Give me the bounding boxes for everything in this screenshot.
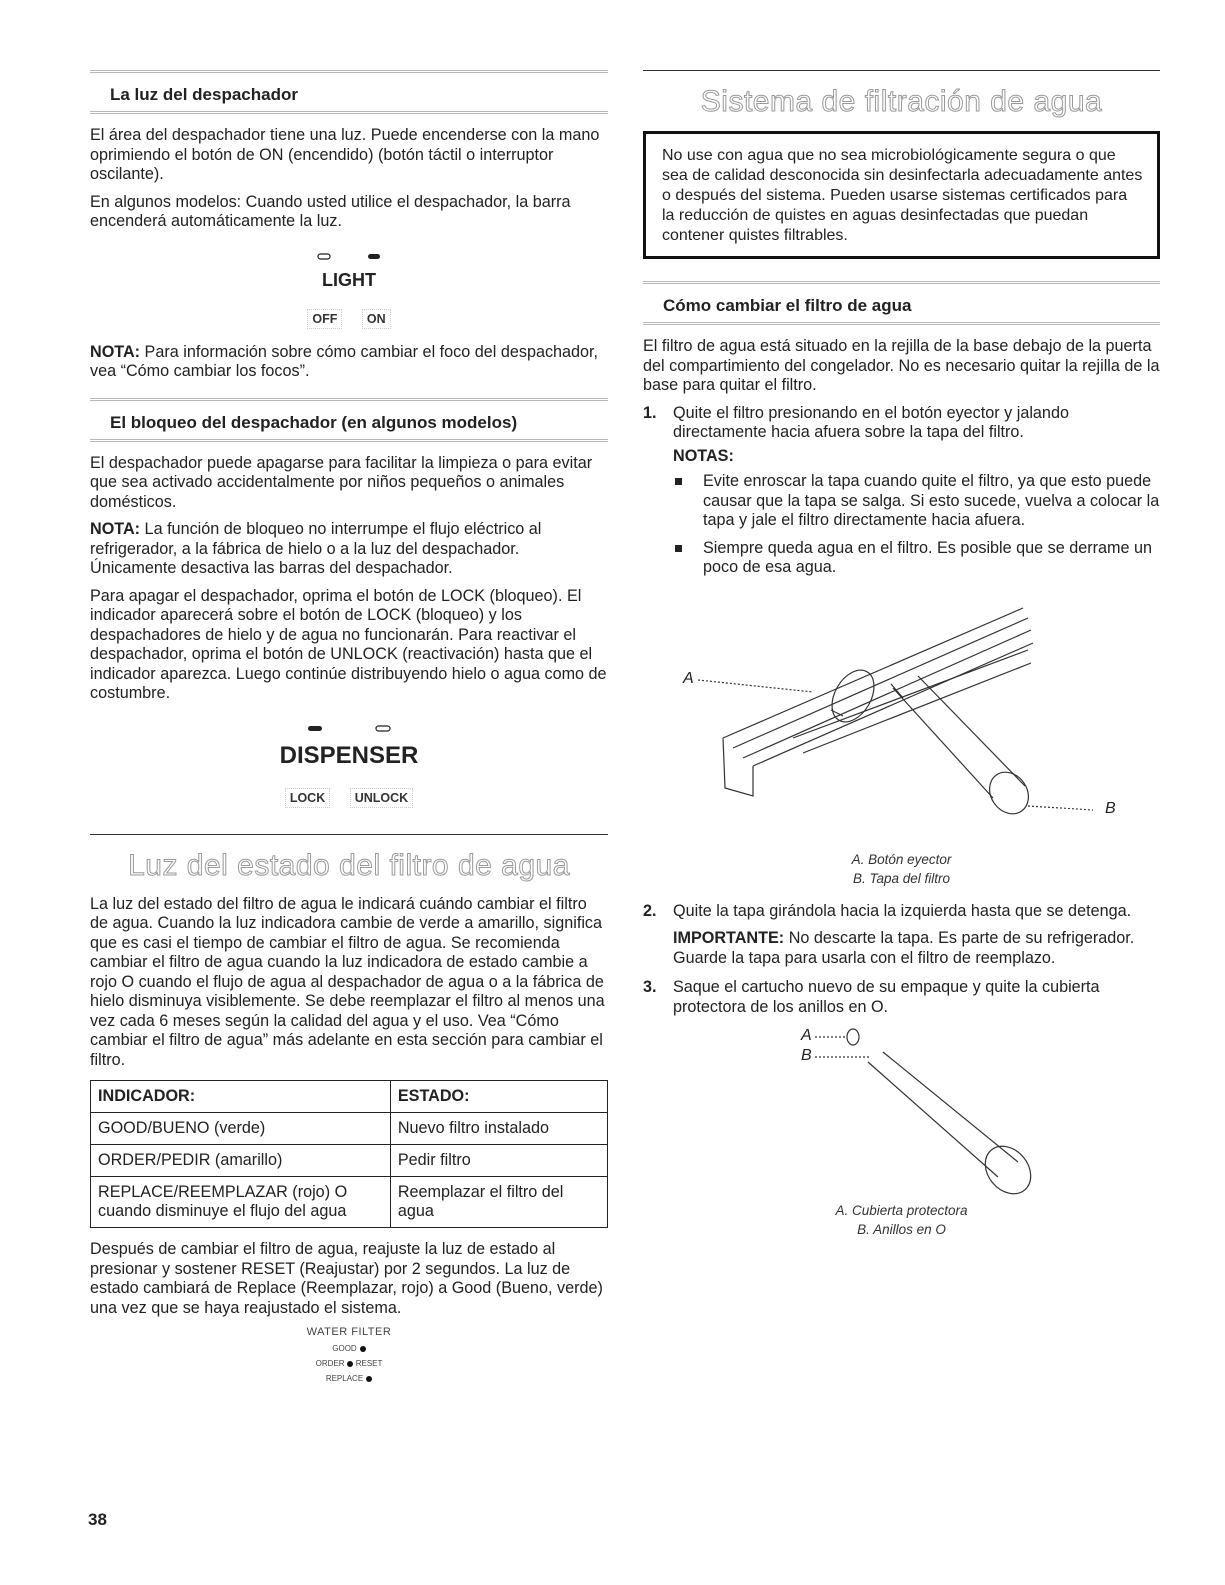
light-switch-figure	[90, 250, 608, 329]
lock-paragraph-2: Para apagar el despachador, oprima el botón de LOCK (bloqueo). El indicador aparecerá sobre el botón de LOCK (bloqueo) y los despachadores de hielo y de agua no funcionarán. Para reactivar el despachador, oprima el botón de UNLOCK (reactivación) hasta que el indicador aparezca. Luego continúe distribuyendo hielo o agua como de costumbre.	[90, 586, 607, 702]
filter-removal-illustration	[643, 588, 1160, 846]
table-header-status: ESTADO:	[390, 1081, 607, 1113]
water-filter-panel	[90, 1326, 608, 1383]
bullet-text: Siempre queda agua en el filtro. Es posible que se derrame un poco de esa agua.	[703, 538, 1153, 576]
filter-status-paragraph-1: La luz del estado del filtro de agua le indicará cuándo cambiar el filtro de agua. Cuando la luz indicadora cambie de verde a amarillo, significa que es casi el tiempo de cambiar el filtro de agua. Se recomienda cambiar el filtro de agua cuando la luz indicadora de estado cambie a rojo O cuando el flujo de agua al despachador de agua o a la fábrica de hielo disminuya visiblemente. Se debe reemplazar el filtro al menos una vez cada 6 meses según la calidad del agua y el uso. Vea “Cómo cambiar el filtro de agua” más adelante en esta sección para cambiar el filtro.	[90, 894, 605, 1069]
fig2-label-a: A	[801, 1027, 812, 1044]
unlock-button[interactable]: UNLOCK	[350, 788, 413, 808]
step-number: 2.	[643, 901, 657, 920]
change-filter-paragraph: El filtro de agua está situado en la rejilla de la base debajo de la puerta del compartimiento del congelador. No es necesario quitar la rejilla de la base para quitar el filtro.	[643, 337, 1160, 394]
fig2-caption-b: B. Anillos en O	[857, 1222, 946, 1237]
grille-filter-icon	[643, 588, 1160, 846]
lock-note-text: La función de bloqueo no interrumpe el flujo eléctrico al refrigerador, a la fábrica de hielo o a la luz del despachador. Únicamente desactiva las barras del despachador.	[90, 520, 542, 577]
left-column	[90, 70, 608, 1383]
important-text: No descarte la tapa. Es parte de su refrigerador. Guarde la tapa para usarla con el filtro de reemplazo.	[673, 929, 1135, 967]
step-text: Quite el filtro presionando en el botón eyector y jalando directamente hacia afuera sobre la tapa del filtro.	[673, 403, 1069, 441]
steps-list-1	[643, 404, 1160, 578]
warning-text: No use con agua que no sea microbiológicamente segura o que sea de calidad desconocida sin desinfectarla adecuadamente antes o después del sistema. Pueden usarse sistemas certificados para la reducción de quistes en aguas desinfectadas que puedan contener quistes filtrables.	[662, 147, 1143, 244]
light-indicator-icons	[304, 251, 394, 263]
good-led-icon	[360, 1346, 366, 1352]
dispenser-switch-title: DISPENSER	[279, 741, 419, 769]
dispenser-indicator-icons	[284, 723, 414, 735]
light-indicators	[90, 250, 608, 268]
replace-label: REPLACE	[325, 1374, 364, 1383]
change-filter-heading: Cómo cambiar el filtro de agua	[643, 281, 1160, 325]
step-1	[643, 404, 1160, 578]
step-number: 3.	[643, 978, 657, 996]
notes-list	[673, 472, 1160, 578]
good-indicator	[90, 1344, 608, 1353]
light-on-button[interactable]: ON	[362, 309, 391, 329]
light-note	[90, 343, 608, 382]
light-switch-title: LIGHT	[322, 269, 376, 290]
light-off-button[interactable]: OFF	[307, 309, 342, 329]
dispenser-switch-buttons	[90, 788, 608, 808]
lock-heading: El bloqueo del despachador (en algunos modelos)	[90, 398, 608, 442]
order-label: ORDER	[315, 1359, 345, 1368]
fig2-caption-a: A. Cubierta protectora	[835, 1203, 968, 1218]
table-cell: GOOD/BUENO (verde)	[91, 1113, 391, 1145]
bullet-icon	[675, 478, 682, 485]
lock-note	[90, 520, 608, 579]
section-divider	[90, 834, 608, 835]
light-paragraph-2: En algunos modelos: Cuando usted utilice el despachador, la barra encenderá automáticamente la luz.	[90, 192, 571, 230]
table-row	[91, 1177, 608, 1228]
light-paragraph-1: El área del despachador tiene una luz. Puede encenderse con la mano oprimiendo el botón de ON (encendido) (botón táctil o interruptor oscilante).	[90, 126, 600, 183]
filter-status-title: Luz del estado del filtro de agua	[128, 848, 570, 882]
step-text: Quite la tapa girándola hacia la izquierda hasta que se detenga.	[673, 901, 1132, 920]
table-header-indicator: INDICADOR:	[91, 1081, 391, 1113]
fig1-caption-a: A. Botón eyector	[851, 851, 952, 867]
table-cell: Nuevo filtro instalado	[390, 1113, 607, 1145]
bullet-text: Evite enroscar la tapa cuando quite el filtro, ya que esto puede causar que la tapa se salga. Si esto sucede, vuelva a colocar la tapa y jale el filtro directamente hacia afuera.	[703, 472, 1160, 529]
step-text: Saque el cartucho nuevo de su empaque y quite la cubierta protectora de los anillos en O.	[673, 978, 1100, 1016]
filter-status-paragraph-2: Después de cambiar el filtro de agua, reajuste la luz de estado al presionar y sostener RESET (Reajustar) por 2 segundos. La luz de estado cambiará de Replace (Reemplazar, rojo) a Good (Bueno, verde) una vez que se haya reajustado el sistema.	[90, 1240, 603, 1317]
lock-button[interactable]: LOCK	[285, 788, 330, 808]
light-switch-buttons	[90, 309, 608, 329]
fig1-label-b: B	[1105, 799, 1116, 817]
right-column	[643, 70, 1160, 1253]
table-row	[91, 1145, 608, 1177]
order-led-icon	[347, 1361, 353, 1367]
replace-indicator	[90, 1374, 608, 1383]
table-cell: ORDER/PEDIR (amarillo)	[91, 1145, 391, 1177]
fig1-label-a: A	[683, 669, 694, 687]
notes-label: NOTAS:	[673, 446, 734, 465]
fig1-caption-b: B. Tapa del filtro	[852, 870, 951, 886]
light-note-label: NOTA:	[90, 342, 141, 361]
reset-button[interactable]: RESET	[355, 1359, 383, 1368]
light-note-text: Para información sobre cómo cambiar el foco del despachador, vea “Cómo cambiar los focos”.	[90, 342, 599, 380]
top-rule	[643, 70, 1160, 71]
step-3	[643, 978, 1160, 1017]
lock-paragraph-1: El despachador puede apagarse para facilitar la limpieza o para evitar que sea activado accidentalmente por niños pequeños o animales domésticos.	[90, 453, 593, 511]
indicator-table	[90, 1080, 608, 1228]
list-item	[673, 472, 1160, 531]
page-number: 38	[88, 1510, 107, 1529]
bullet-icon	[675, 545, 682, 552]
step-2	[643, 902, 1160, 969]
warning-box	[643, 131, 1160, 259]
table-cell: Pedir filtro	[390, 1145, 607, 1177]
new-cartridge-illustration	[643, 1027, 1160, 1197]
fig2-caption	[643, 1201, 1160, 1239]
water-filter-title: WATER FILTER	[306, 1326, 392, 1338]
light-heading: La luz del despachador	[90, 70, 608, 114]
step-number: 1.	[643, 403, 657, 422]
steps-list-2	[643, 902, 1160, 1018]
important-label: IMPORTANTE:	[673, 929, 785, 947]
table-cell: REPLACE/REEMPLAZAR (rojo) O cuando disminuye el flujo del agua	[91, 1177, 391, 1228]
cartridge-icon	[643, 1027, 1160, 1197]
important-note	[673, 929, 1160, 968]
good-label: GOOD	[332, 1344, 357, 1353]
replace-led-icon	[366, 1376, 372, 1382]
table-row	[91, 1113, 608, 1145]
table-header-row	[91, 1081, 608, 1113]
list-item	[673, 539, 1160, 578]
dispenser-switch-figure	[90, 722, 608, 808]
order-indicator	[90, 1359, 608, 1368]
fig1-caption	[643, 850, 1160, 888]
lock-note-label: NOTA:	[90, 520, 141, 538]
fig2-label-b: B	[801, 1047, 812, 1064]
system-title: Sistema de filtración de agua	[700, 85, 1103, 118]
table-cell: Reemplazar el filtro del agua	[390, 1177, 607, 1228]
